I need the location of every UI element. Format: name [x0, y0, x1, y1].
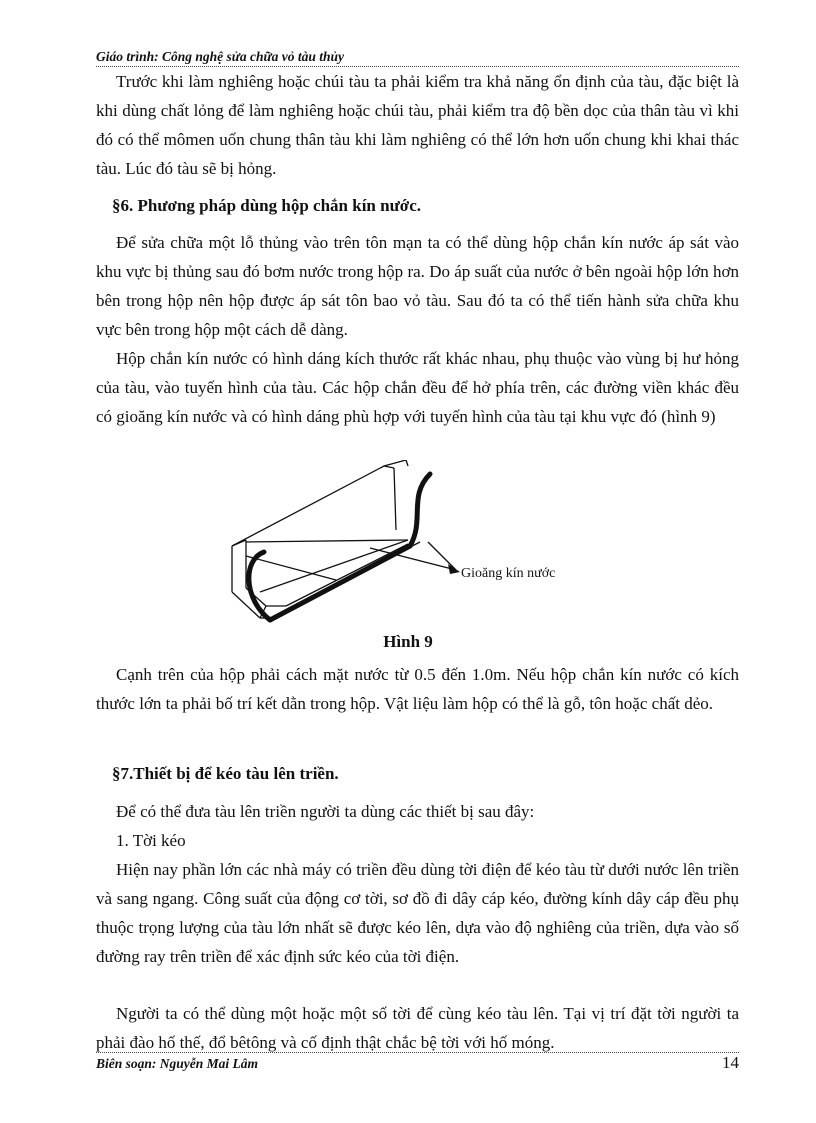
gasket-label: Gioăng kín nước: [461, 566, 556, 581]
list-item-winch: 1. Tời kéo: [116, 831, 186, 850]
gasket-bottom: [270, 546, 410, 620]
paragraph-winch: Hiện nay phần lớn các nhà máy có triền đều dùng tời điện để kéo tàu từ dưới nước lên triền và sang ngang. Công suất của động cơ tời, sơ đồ đi dây cáp kéo, đường kính dây cáp đều phụ thuộc trọng lượng của tàu lớn nhất sẽ được kéo lên, dựa vào độ nghiêng của triền, dựa vào số đường ray trên triền để xác định sức kéo của tời điện.: [96, 860, 739, 966]
box-outline: [232, 460, 406, 546]
footer-author: Biên soạn: Nguyễn Mai Lâm: [96, 1056, 259, 1071]
footer-divider: [96, 1052, 739, 1053]
paragraph-winch-installation: Người ta có thể dùng một hoặc một số tời để cùng kéo tàu lên. Tại vị trí đặt tời người ta phải đào hố thế, đổ bêtông và cố định thật chắc bệ tời với hố móng.: [96, 1004, 739, 1052]
section-heading-7: §7.Thiết bị để kéo tàu lên triền.: [112, 764, 339, 783]
figure-watertight-box: [220, 460, 580, 630]
paragraph-equipment-intro: Để có thể đưa tàu lên triền người ta dùng các thiết bị sau đây:: [116, 802, 535, 821]
page-header: Giáo trình: Công nghệ sửa chữa vỏ tàu thủy: [96, 48, 739, 67]
arrow-head: [448, 564, 460, 574]
paragraph-stability: Trước khi làm nghiêng hoặc chúi tàu ta phải kiểm tra khả năng ổn định của tàu, đặc biệt là khi dùng chất lỏng để làm nghiêng hoặc chúi tàu, phải kiểm tra độ bền dọc của thân tàu vì khi đó có thể mômen uốn chung thân tàu khi làm nghiêng có thể lớn hơn uốn chung khi khai thác tàu. Lúc đó tàu sẽ bị hỏng.: [96, 72, 739, 178]
paragraph-watertight-box: Để sửa chữa một lỗ thủng vào trên tôn mạn ta có thể dùng hộp chắn kín nước áp sát vào khu vực bị thủng sau đó bơm nước trong hộp ra. Do áp suất của nước ở bên ngoài hộp lớn hơn bên trong hộp nên hộp được áp sát tôn bao vỏ tàu. Sau đó ta có thể tiến hành sửa chữa khu vực bên trong hộp một cách dễ dàng.: [96, 233, 739, 339]
paragraph-box-shape: Hộp chắn kín nước có hình dáng kích thước rất khác nhau, phụ thuộc vào vùng bị hư hỏng của tàu, vào tuyến hình của tàu. Các hộp chắn đều để hở phía trên, các đường viền khác đều có gioăng kín nước và có hình dáng phù hợp với tuyến hình của tàu tại khu vực đó (hình 9): [96, 349, 739, 426]
figure-caption: Hình 9: [383, 632, 433, 651]
gasket-right: [410, 474, 430, 546]
section-heading-6: §6. Phương pháp dùng hộp chắn kín nước.: [112, 196, 421, 215]
paragraph-box-top-edge: Cạnh trên của hộp phải cách mặt nước từ 0.5 đến 1.0m. Nếu hộp chắn kín nước có kích thước lớn ta phải bố trí kết dằn trong hộp. Vật liệu làm hộp có thể là gỗ, tôn hoặc chất dẻo.: [96, 665, 739, 713]
page-number: 14: [722, 1053, 739, 1072]
